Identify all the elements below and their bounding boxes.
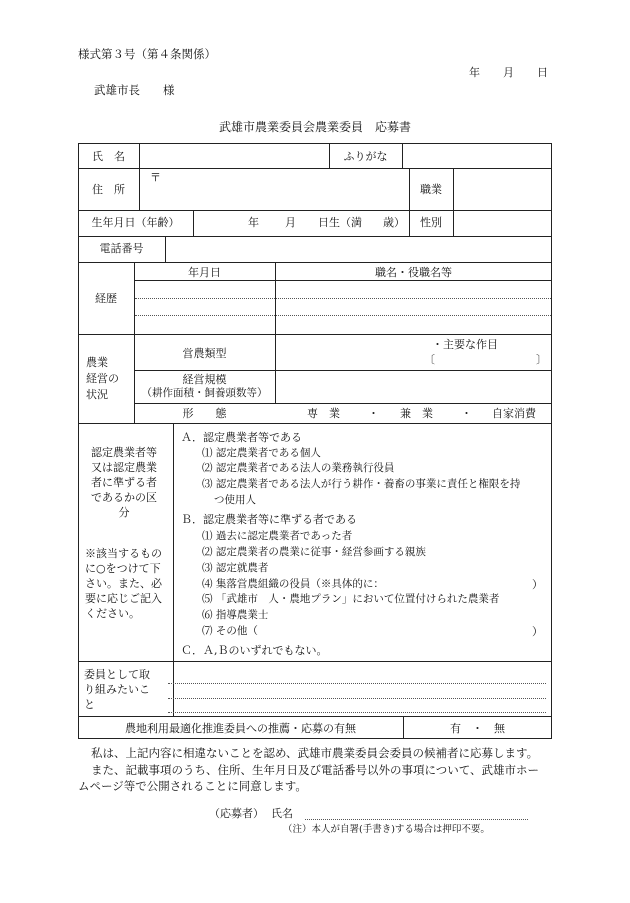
document-title: 武雄市農業委員会農業委員 応募書 <box>218 120 411 134</box>
career-input-area[interactable] <box>135 281 551 334</box>
form-number: 様式第３号（第４条関係） <box>78 47 216 61</box>
aspiration-input-area[interactable] <box>174 662 551 716</box>
recommend-label: 農地利用最適化推進委員への推薦・応募の有無 <box>125 722 356 735</box>
gender-label: 性別 <box>420 216 442 229</box>
farm-label-line-1: 農業 <box>86 356 108 369</box>
farm-label-line-2: 経営の <box>86 372 119 385</box>
postal-mark: 〒 <box>150 171 161 184</box>
scale-label-line-2: （耕作面積・飼養頭数等） <box>141 387 268 399</box>
farm-type-label: 営農類型 <box>182 347 227 360</box>
date-month-label: 月 <box>503 66 514 79</box>
aspiration-label: 委員として取り組みたいこと <box>84 668 150 711</box>
phone-label: 電話番号 <box>99 242 144 255</box>
name-label: 氏 名 <box>92 150 125 163</box>
furigana-input-area[interactable] <box>403 144 551 168</box>
option-c[interactable]: Ｃ．Ａ,Ｂのいずれでもない。 <box>181 644 328 657</box>
birth-day-age-label: 日生（満 <box>318 216 362 229</box>
option-b-1[interactable]: ⑴ 過去に認定農業者であった者 <box>202 530 353 542</box>
date-year-label: 年 <box>469 66 480 79</box>
statement-2b: ムページ等で公開されることに同意します。 <box>78 779 307 793</box>
certified-label: 認定農業者等又は認定農業者に準ずる者であるかの区分 <box>91 446 157 519</box>
signature-note: （注）本人が自署(手書き)する場合は押印不要。 <box>283 824 490 835</box>
option-a-3[interactable]: ⑶ 認定農業者である法人が行う耕作・養畜の事業に責任と権限を持 <box>202 478 521 490</box>
scale-label-line-1: 経営規模 <box>182 373 227 386</box>
recommend-value[interactable]: 有 ・ 無 <box>450 722 505 735</box>
certified-note: ※該当するものに○をつけて下さい。また、必要に応じご記入ください。 <box>85 547 162 620</box>
crops-bracket-open: 〔 <box>424 353 435 366</box>
phone-input-area[interactable] <box>166 237 551 262</box>
option-a-1[interactable]: ⑴ 認定農業者である個人 <box>202 447 321 459</box>
form-label: 形 態 <box>182 407 227 420</box>
farm-type-input-area[interactable] <box>276 335 551 370</box>
option-b-5[interactable]: ⑸ 「武雄市 人・農地プラン」において位置付けられた農業者 <box>202 593 500 605</box>
option-a-3-continued: つ使用人 <box>214 494 256 506</box>
form-option-full-time[interactable]: 専 業 <box>307 407 340 420</box>
option-b-2[interactable]: ⑵ 認定農業者の農業に従事・経営参画する親族 <box>202 546 426 558</box>
scale-input-area[interactable] <box>276 371 551 403</box>
address-label: 住 所 <box>92 183 125 196</box>
date-day-label: 日 <box>537 66 548 79</box>
gender-input-area[interactable] <box>454 211 551 236</box>
birth-age-unit: 歳） <box>383 216 405 229</box>
form-separator-2: ・ <box>461 407 472 420</box>
option-b-4-paren-close: ） <box>532 578 543 591</box>
application-form-table <box>78 143 552 739</box>
birth-month-label: 月 <box>285 216 296 229</box>
career-label: 経歴 <box>95 292 117 305</box>
applicant-label: （応募者） <box>209 807 264 820</box>
job-input-area[interactable] <box>454 169 551 210</box>
addressee: 武雄市長 様 <box>94 83 175 97</box>
form-separator-1: ・ <box>368 407 379 420</box>
option-b-4[interactable]: ⑷ 集落営農組織の役員（※具体的に： <box>202 578 384 590</box>
statement-2a: また、記載事項のうち、住所、生年月日及び電話番号以外の事項について、武雄市ホー <box>91 763 540 777</box>
option-a-title[interactable]: Ａ．認定農業者等である <box>181 431 302 444</box>
career-date-header: 年月日 <box>188 266 221 279</box>
option-b-6[interactable]: ⑹ 指導農業士 <box>202 609 269 621</box>
form-option-self-consumption[interactable]: 自家消費 <box>492 407 536 420</box>
option-a-2[interactable]: ⑵ 認定農業者である法人の業務執行役員 <box>202 462 395 474</box>
option-b-7[interactable]: ⑺ その他（ <box>202 625 258 637</box>
applicant-name-label: 氏名 <box>271 807 293 820</box>
main-crops-label: ・主要な作目 <box>432 338 498 351</box>
form-option-part-time[interactable]: 兼 業 <box>400 407 433 420</box>
furigana-label: ふりがな <box>343 150 388 163</box>
statement-1: 私は、上記内容に相違ないことを認め、武雄市農業委員会委員の候補者に応募します。 <box>91 746 539 760</box>
career-title-header: 職名・役職名等 <box>375 266 452 279</box>
birth-year-label: 年 <box>248 216 259 229</box>
option-b-7-paren-close: ） <box>532 625 543 638</box>
address-input-area[interactable] <box>140 169 408 210</box>
option-b-3[interactable]: ⑶ 認定就農者 <box>202 562 269 574</box>
farm-label-line-3: 状況 <box>86 388 108 401</box>
name-input-area[interactable] <box>140 144 328 168</box>
applicant-name-line[interactable] <box>305 819 528 820</box>
crops-bracket-close: 〕 <box>536 353 547 366</box>
job-label: 職業 <box>420 183 442 196</box>
option-b-title[interactable]: Ｂ．認定農業者等に準ずる者である <box>181 513 357 526</box>
birth-label: 生年月日（年齢） <box>91 216 180 229</box>
